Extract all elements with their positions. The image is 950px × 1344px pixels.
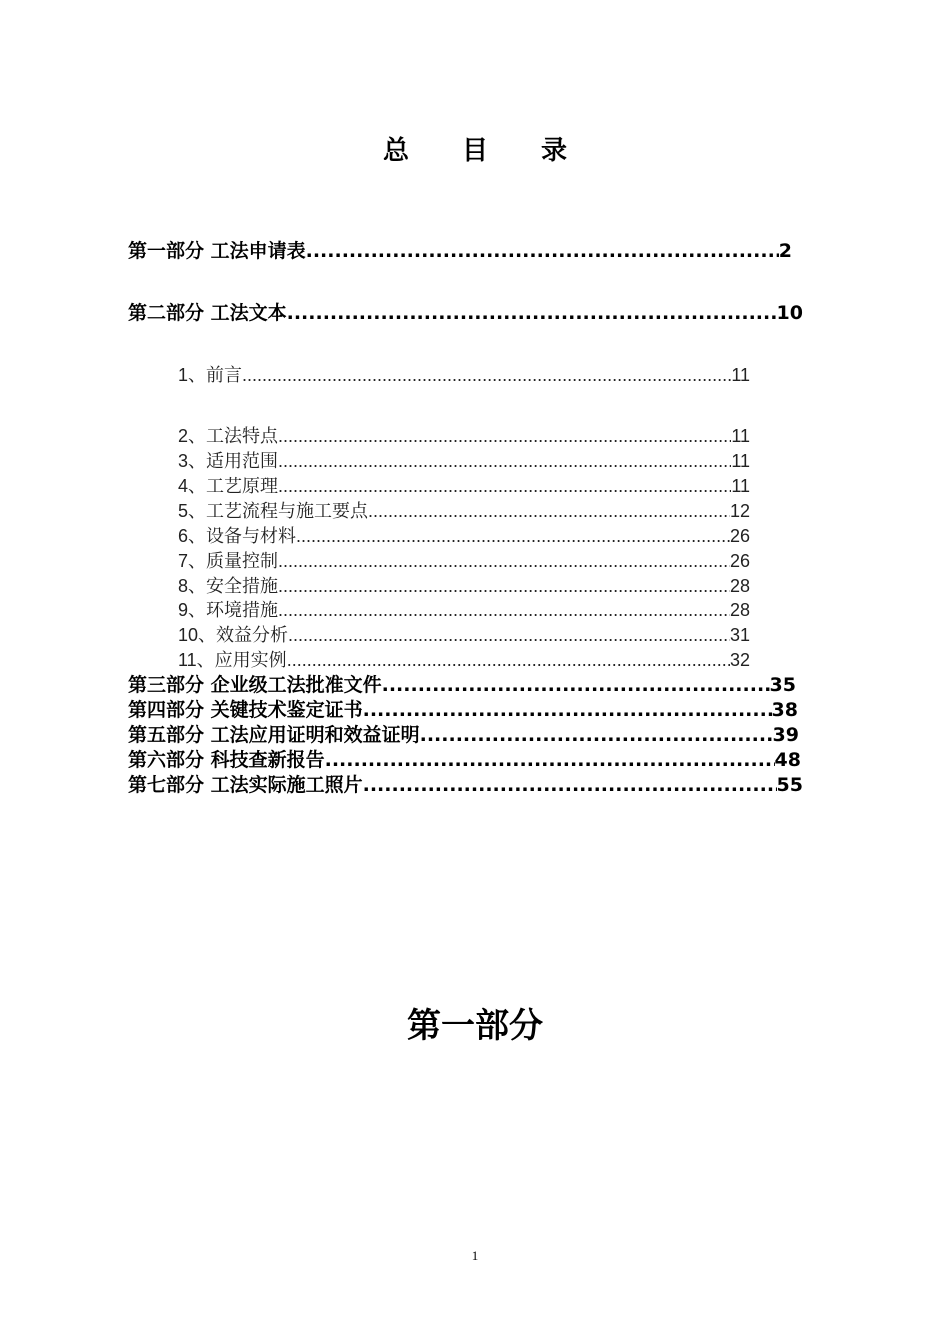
toc-subentry[interactable] [178,497,750,521]
dot-leader [382,674,770,696]
toc-subentry-label: 4、工艺原理 [178,476,279,496]
toc-subentry[interactable] [178,361,750,385]
toc-entry-part4[interactable] [128,695,798,721]
toc-subentry[interactable] [178,547,750,571]
dot-leader [420,724,773,746]
toc-entry-page: 2 [778,240,792,262]
dot-leader [363,774,777,796]
toc-entry-page: 10 [776,302,803,324]
toc-subentry-label: 7、质量控制 [178,551,279,571]
toc-entry-label: 第二部分 工法文本 [128,302,287,324]
toc-subentry-label: 3、适用范围 [178,451,279,471]
toc-subentry[interactable] [178,621,750,645]
dot-leader [296,526,730,546]
toc-entry-page: 35 [769,674,796,696]
toc-subentry[interactable] [178,572,750,596]
toc-entry-part3[interactable] [128,670,796,696]
toc-title: 总 目 录 [382,136,590,166]
toc-subentry-label: 11、应用实例 [178,650,287,670]
dot-leader [363,699,772,721]
dot-leader [368,501,730,521]
toc-subentry[interactable] [178,646,750,670]
toc-entry-part1[interactable] [128,236,792,262]
dot-leader [278,600,730,620]
dot-leader [306,240,779,262]
toc-subentry-page: 11 [731,451,750,471]
toc-subentry-page: 26 [729,551,750,571]
toc-subentry-page: 11 [731,476,750,496]
toc-subentry-page: 26 [729,526,750,546]
dot-leader [325,749,775,771]
toc-subentry-page: 12 [729,501,750,521]
toc-entry-part5[interactable] [128,720,799,746]
toc-entry-label: 第一部分 工法申请表 [128,240,306,262]
toc-subentry-page: 28 [729,600,750,620]
toc-entry-label: 第七部分 工法实际施工照片 [128,774,363,796]
dot-leader [278,476,731,496]
toc-entry-part6[interactable] [128,745,801,771]
toc-subentry[interactable] [178,447,750,471]
toc-subentry-label: 6、设备与材料 [178,526,297,546]
dot-leader [288,625,730,645]
toc-subentry[interactable] [178,596,750,620]
dot-leader [278,551,730,571]
toc-entry-part7[interactable] [128,770,803,796]
toc-entry-page: 39 [772,724,799,746]
toc-subentry-page: 32 [729,650,750,670]
toc-subentry-label: 5、工艺流程与施工要点 [178,501,369,521]
toc-subentry-label: 9、环境措施 [178,600,279,620]
toc-entry-page: 38 [771,699,798,721]
dot-leader [287,650,730,670]
toc-entry-label: 第六部分 科技查新报告 [128,749,325,771]
dot-leader [242,365,731,385]
toc-subentry-page: 28 [729,576,750,596]
toc-entry-label: 第三部分 企业级工法批准文件 [128,674,382,696]
toc-entry-label: 第五部分 工法应用证明和效益证明 [128,724,420,746]
toc-subentry[interactable] [178,422,750,446]
dot-leader [278,451,731,471]
dot-leader [278,426,731,446]
toc-subentry[interactable] [178,522,750,546]
toc-subentry-page: 31 [729,625,750,645]
toc-entry-part2[interactable] [128,298,803,324]
toc-entry-page: 55 [776,774,803,796]
toc-entry-page: 48 [774,749,801,771]
section-heading: 第一部分 [407,1006,543,1046]
dot-leader [278,576,730,596]
toc-subentry-page: 11 [731,365,750,385]
toc-subentry[interactable] [178,472,750,496]
page-number: 1 [471,1248,479,1263]
dot-leader [287,302,777,324]
toc-subentry-label: 1、前言 [178,365,243,385]
toc-entry-label: 第四部分 关键技术鉴定证书 [128,699,363,721]
toc-subentry-label: 10、效益分析 [178,625,289,645]
toc-subentry-label: 8、安全措施 [178,576,279,596]
toc-subentry-page: 11 [731,426,750,446]
toc-subentry-label: 2、工法特点 [178,426,279,446]
